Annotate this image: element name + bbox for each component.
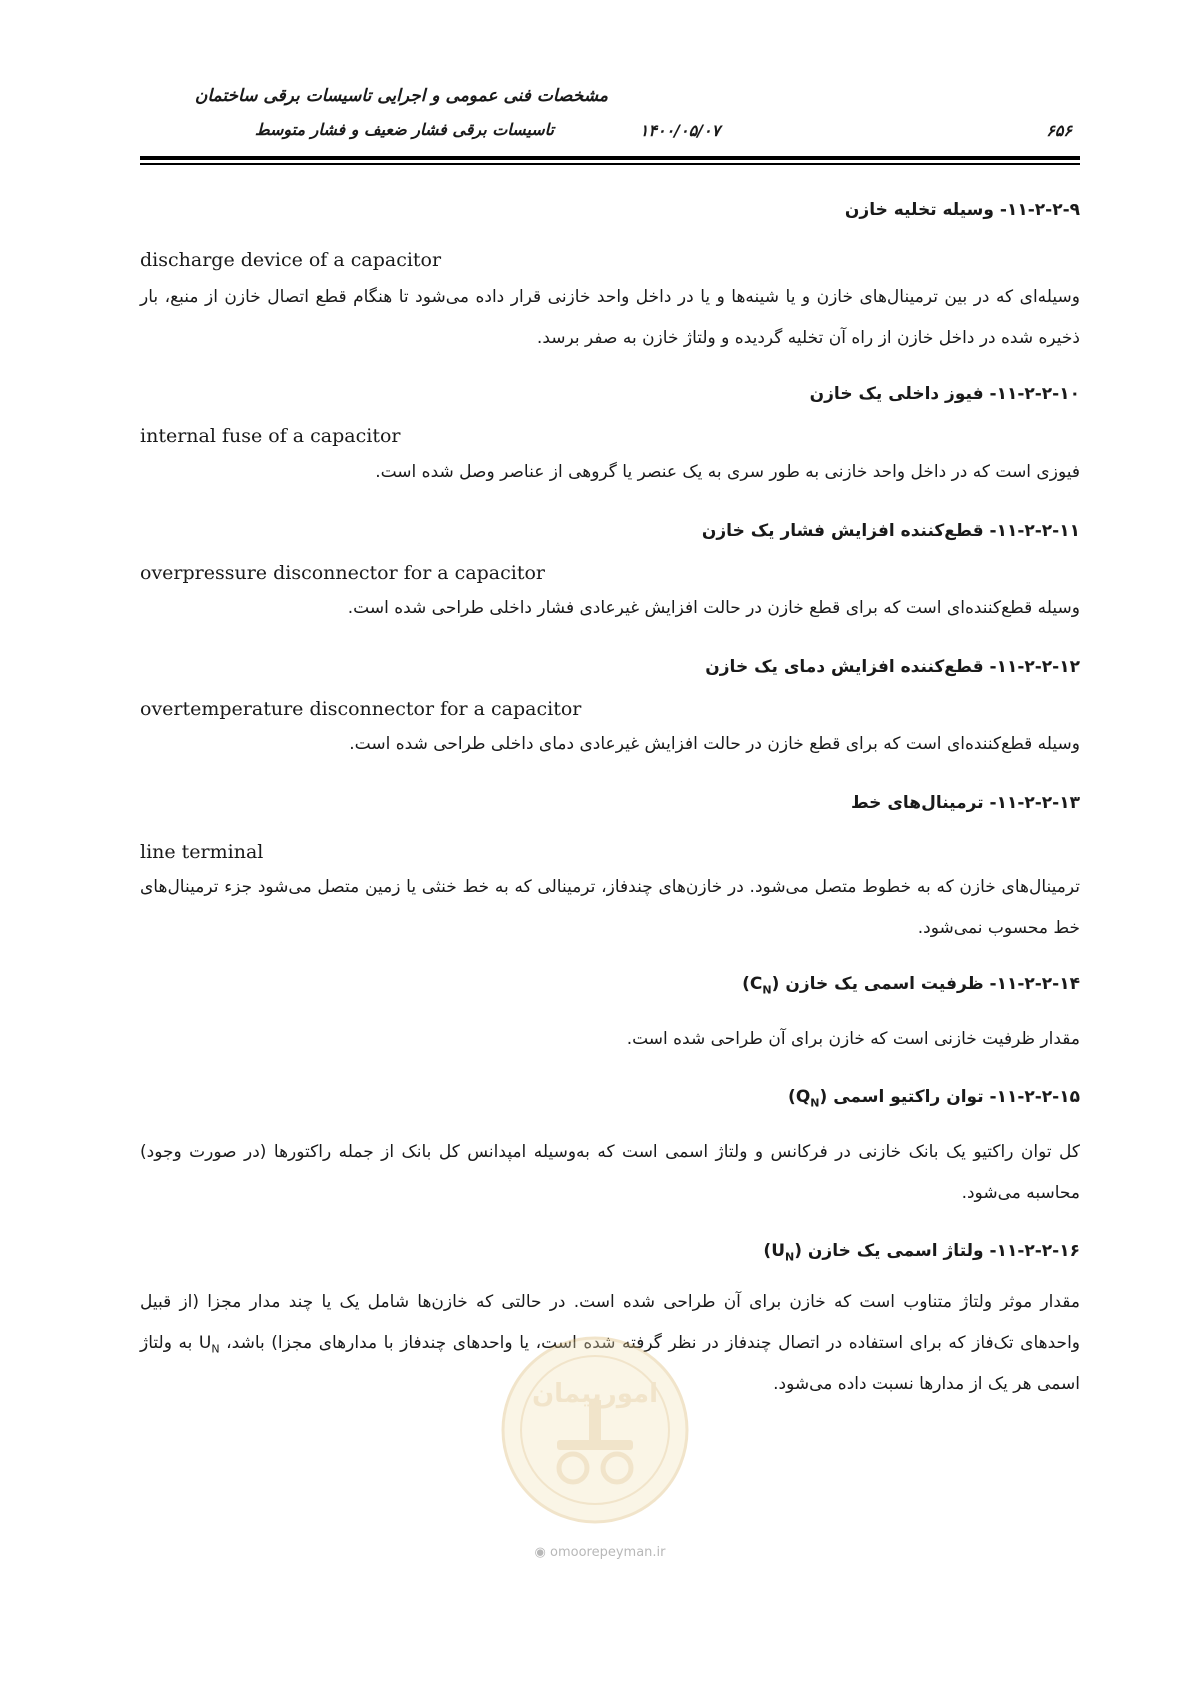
section-title-text: ۱۱-۲-۲-۱۵- توان راکتیو اسمی (: [819, 1087, 1080, 1107]
section-title: ۱۱-۲-۲-۱۴- ظرفیت اسمی یک خازن $(C_N)$: [742, 974, 1080, 997]
section-english-term: discharge device of a capacitor: [140, 249, 442, 271]
section-english-term: overtemperature disconnector for a capacitor: [140, 698, 582, 720]
section-body: مقدار موثر ولتاژ متناوب است که خازن برای آن طراحی شده است. در حالتی که خازن‌ها شامل یک یا چند مدار مجزا (از قبیل واحدهای تک‌فاز که برای استفاده در اتصال چندفاز در نظر گرفته شده است، یا واحدهای چندفاز با مدارهای مجزا) باشد، $U_N$ به ولتاژ اسمی هر یک از مدارها نسبت داده می‌شود.: [140, 1292, 1080, 1394]
watermark-seal-icon: [495, 1330, 695, 1530]
section-english-term: line terminal: [140, 841, 264, 863]
page-header: [140, 80, 1080, 170]
symbol-un-inline: $U_N$: [198, 1333, 220, 1356]
section-discharge-device: [140, 195, 1080, 359]
section-internal-fuse: [140, 379, 1080, 493]
symbol-un: $U_N$: [771, 1241, 795, 1264]
watermark-logo: [495, 1330, 695, 1530]
section-rated-capacitance: [140, 969, 1080, 1060]
section-body: وسیله قطع‌کننده‌ای است که برای قطع خازن در حالت افزایش غیرعادی دمای داخلی طراحی شده است.: [349, 734, 1080, 754]
section-title: ۱۱-۲-۲-۱۵- توان راکتیو اسمی $(Q_N)$: [788, 1087, 1080, 1110]
symbol-cn: $C_N$: [749, 974, 772, 997]
section-body: وسیله قطع‌کننده‌ای است که برای قطع خازن در حالت افزایش غیرعادی فشار داخلی طراحی شده است.: [347, 598, 1080, 618]
section-body: ترمینال‌های خازن که به خطوط متصل می‌شود. در خازن‌های چندفاز، ترمینالی که به خط خنثی یا زمین متصل می‌شود جزء ترمینال‌های خط محسوب نمی‌شود.: [140, 877, 1080, 938]
section-body: کل توان راکتیو یک بانک خازنی در فرکانس و ولتاژ اسمی است که به‌وسیله امپدانس کل بانک از جمله راکتورها (در صورت وجود) محاسبه می‌شود.: [140, 1142, 1080, 1203]
section-title: ۱۱-۲-۲-۱۳- ترمینال‌های خط: [850, 793, 1080, 813]
svg-text:امورپیمان: امورپیمان: [531, 1379, 659, 1409]
symbol-qn: $Q_N$: [795, 1087, 820, 1110]
header-rule-thick: [140, 156, 1080, 160]
section-overtemperature-disconnector: [140, 652, 1080, 765]
section-title-text: ۱۱-۲-۲-۱۶- ولتاژ اسمی یک خازن (: [794, 1241, 1080, 1261]
section-title: ۱۱-۲-۲-۱۱- قطع‌کننده افزایش فشار یک خازن: [701, 521, 1080, 541]
header-rule-thin: [140, 163, 1080, 165]
page-number: ۶۵۶: [1046, 121, 1072, 140]
section-overpressure-disconnector: [140, 516, 1080, 629]
section-body: مقدار ظرفیت خازنی است که خازن برای آن طراحی شده است.: [626, 1029, 1080, 1049]
section-title: ۱۱-۲-۲-۱۲- قطع‌کننده افزایش دمای یک خازن: [705, 657, 1080, 677]
section-line-terminal: [140, 788, 1080, 949]
section-english-term: internal fuse of a capacitor: [140, 425, 401, 447]
header-date: ۱۴۰۰/۰۵/۰۷: [639, 121, 721, 140]
section-body: فیوزی است که در داخل واحد خازنی به طور سری به یک عنصر یا گروهی از عناصر وصل شده است.: [375, 462, 1080, 482]
section-body: وسیله‌ای که در بین ترمینال‌های خازن و یا شینه‌ها و یا در داخل واحد خازنی قرار داده می‌شود تا هنگام قطع اتصال خازن از منبع، بار ذخیره شده در داخل خازن از راه آن تخلیه گردیده و ولتاژ خازن به صفر برسد.: [140, 287, 1080, 348]
section-title-text: ۱۱-۲-۲-۱۴- ظرفیت اسمی یک خازن (: [771, 974, 1080, 994]
section-rated-reactive-power: [140, 1082, 1080, 1214]
section-title: ۱۱-۲-۲-۱۶- ولتاژ اسمی یک خازن $(U_N)$: [763, 1241, 1080, 1264]
watermark-url: ◉ omoorepeyman.ir: [534, 1545, 666, 1560]
page-content: [140, 195, 1080, 1405]
header-document-title: مشخصات فنی عمومی و اجرایی تاسیسات برقی ساختمان: [194, 86, 608, 106]
section-title: ۱۱-۲-۲-۱۰- فیوز داخلی یک خازن: [809, 384, 1080, 404]
section-title: ۱۱-۲-۲-۹- وسیله تخلیه خازن: [844, 200, 1080, 220]
section-english-term: overpressure disconnector for a capacitor: [140, 562, 546, 584]
header-chapter-title: تاسیسات برقی فشار ضعیف و فشار متوسط: [254, 120, 554, 139]
